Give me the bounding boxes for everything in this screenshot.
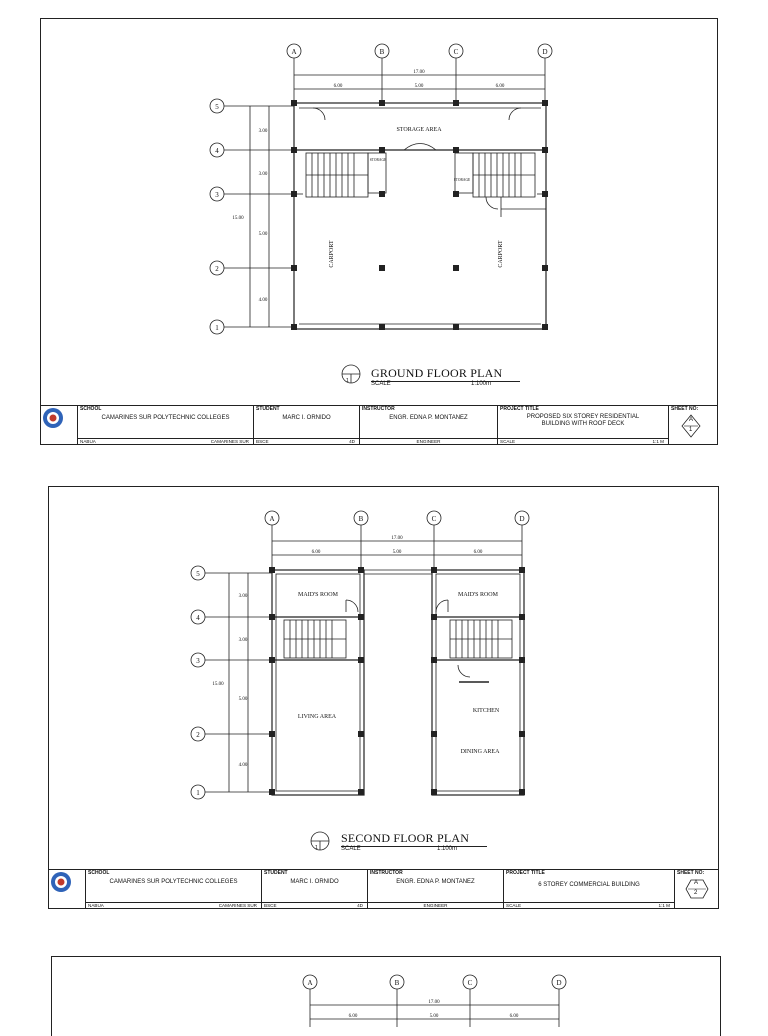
school-logo — [41, 406, 78, 444]
grid-row-label: 5 — [196, 570, 200, 578]
project-title: 6 STOREY COMMERCIAL BUILDING — [538, 882, 640, 888]
grid-col-label: C — [431, 515, 437, 523]
room-label: MAID'S ROOM — [458, 592, 498, 598]
room-label: CARPORT — [498, 240, 504, 268]
room-label: MAID'S ROOM — [298, 592, 338, 598]
room-label: STORAGE — [453, 178, 471, 182]
dim-row: 5.00 — [258, 232, 268, 237]
scale-value: 1:100m — [471, 381, 492, 387]
grid-row-label: 2 — [215, 265, 219, 273]
dim-bay: 5.00 — [392, 550, 402, 555]
dim-row: 3.00 — [238, 594, 248, 599]
plan-title-symbol — [311, 832, 329, 850]
grid-row-label: 1 — [196, 789, 200, 797]
title-block — [41, 405, 717, 444]
room-label: DINING AREA — [460, 749, 500, 755]
title-block — [49, 869, 718, 908]
instructor-cell: INSTRUCTOR ENGR. EDNA P. MONTANEZ ENGINEER — [360, 406, 498, 444]
student-name: MARC I. ORNIDO — [282, 415, 331, 421]
grid-col-label: B — [358, 515, 364, 523]
grid-col-label: A — [307, 979, 313, 987]
grid-row-label: 5 — [215, 103, 219, 111]
student-cell: STUDENT MARC I. ORNIDO BSCE 4D — [254, 406, 360, 444]
dim-bay: 5.00 — [414, 84, 424, 89]
dim-bay: 6.00 — [509, 1014, 519, 1019]
dim-row: 3.00 — [258, 172, 268, 177]
plan-title: GROUND FLOOR PLAN — [371, 366, 520, 382]
third-floor-plan-drawing — [52, 957, 722, 1027]
sheet-number-cell: SHEET NO: A 1 — [669, 406, 717, 444]
project-title: PROPOSED SIX STOREY RESIDENTIAL BUILDING WITH ROOF DECK — [526, 414, 640, 427]
room-label: LIVING AREA — [297, 714, 337, 720]
sheet-third-floor-partial — [51, 956, 721, 1036]
dim-row: 4.00 — [238, 763, 248, 768]
project-cell: PROJECT TITLE PROPOSED SIX STOREY RESIDENTIAL BUILDING WITH ROOF DECK SCALE 1:1 M — [498, 406, 669, 444]
instructor-cell: INSTRUCTOR ENGR. EDNA P. MONTANEZ ENGINEER — [368, 870, 504, 908]
grid-row-label: 4 — [196, 614, 200, 622]
dim-row: 5.00 — [238, 697, 248, 702]
school-cell: SCHOOL CAMARINES SUR POLYTECHNIC COLLEGES NABUA CAMARINES SUR — [86, 870, 262, 908]
dim-bay: 6.00 — [311, 550, 321, 555]
grid-col-label: C — [467, 979, 473, 987]
instructor-name: ENGR. EDNA P. MONTANEZ — [396, 879, 475, 885]
dim-row: 3.00 — [238, 638, 248, 643]
dim-row: 4.00 — [258, 298, 268, 303]
sheet-number-cell: SHEET NO: A 2 — [675, 870, 718, 908]
grid-col-label: C — [453, 48, 459, 56]
school-name: CAMARINES SUR POLYTECHNIC COLLEGES — [109, 879, 238, 885]
scale-value: 1:100m — [437, 846, 458, 852]
school-name: CAMARINES SUR POLYTECHNIC COLLEGES — [101, 415, 230, 421]
grid-row-label: 1 — [215, 324, 219, 332]
grid-col-label: A — [291, 48, 297, 56]
sheet-second-floor — [48, 486, 719, 909]
instructor-name: ENGR. EDNA P. MONTANEZ — [389, 415, 468, 421]
dim-total: 17.00 — [391, 536, 403, 541]
grid-col-label: B — [379, 48, 385, 56]
dim-total: 17.00 — [428, 1000, 440, 1005]
scale-label: SCALE — [341, 846, 361, 852]
grid-row-label: 3 — [196, 657, 200, 665]
room-label: STORAGE — [369, 158, 387, 162]
dim-row-total: 15.00 — [212, 682, 224, 687]
dim-bay: 6.00 — [333, 84, 343, 89]
grid-col-label: B — [394, 979, 400, 987]
room-label: STORAGE AREA — [396, 127, 442, 133]
dim-bay: 6.00 — [473, 550, 483, 555]
school-cell: SCHOOL CAMARINES SUR POLYTECHNIC COLLEGES NABUA CAMARINES SUR — [78, 406, 254, 444]
room-label: KITCHEN — [472, 708, 500, 714]
dim-bay: 5.00 — [429, 1014, 439, 1019]
student-name: MARC I. ORNIDO — [290, 879, 339, 885]
grid-col-label: D — [519, 515, 525, 523]
plan-title: SECOND FLOOR PLAN — [341, 831, 487, 847]
dim-bay: 6.00 — [348, 1014, 358, 1019]
grid-row-label: 2 — [196, 731, 200, 739]
grid-row-label: 4 — [215, 147, 219, 155]
plan-symbol-number: 1 — [315, 845, 318, 851]
school-logo — [49, 870, 86, 908]
scale-label: SCALE — [371, 381, 391, 387]
project-cell: PROJECT TITLE 6 STOREY COMMERCIAL BUILDING SCALE 1:1 M — [504, 870, 675, 908]
dim-row: 3.00 — [258, 129, 268, 134]
grid-col-label: A — [269, 515, 275, 523]
plan-title-symbol — [342, 365, 360, 383]
dim-row-total: 15.00 — [232, 216, 244, 221]
dim-total: 17.00 — [413, 70, 425, 75]
grid-col-label: D — [556, 979, 562, 987]
room-label: CARPORT — [329, 240, 335, 268]
dim-bay: 6.00 — [495, 84, 505, 89]
student-cell: STUDENT MARC I. ORNIDO BSCE 4D — [262, 870, 368, 908]
plan-symbol-number: 1 — [346, 378, 349, 384]
grid-row-label: 3 — [215, 191, 219, 199]
sheet-ground-floor — [40, 18, 718, 445]
grid-col-label: D — [542, 48, 548, 56]
